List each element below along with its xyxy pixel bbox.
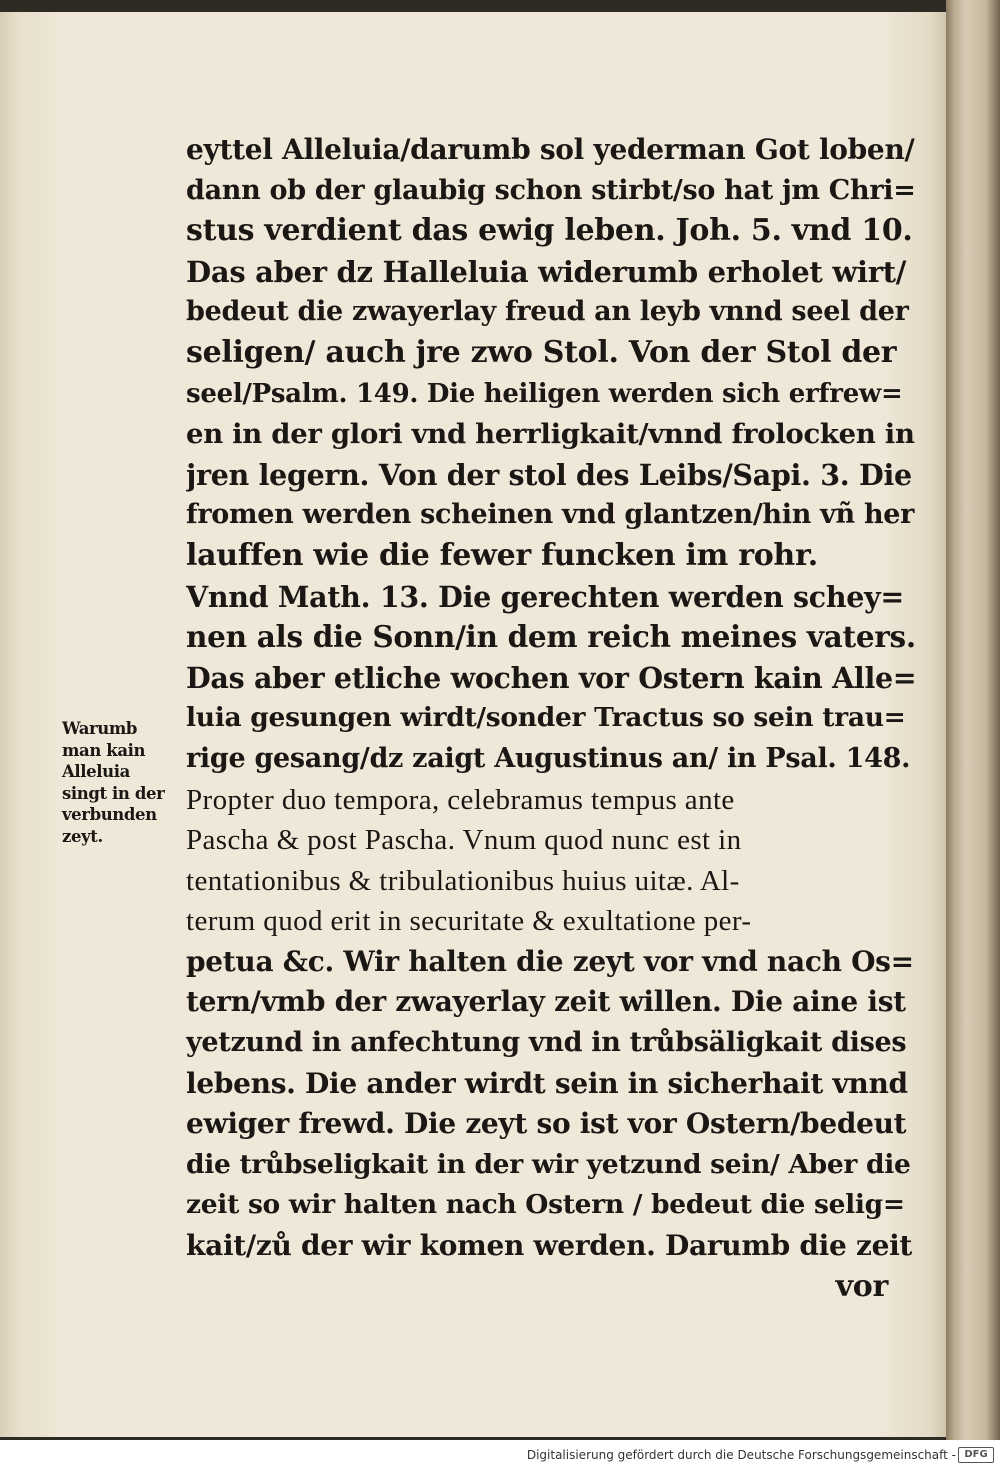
- text-line: stus verdient das ewig leben. Joh. 5. vnd 10.: [186, 213, 913, 249]
- funding-credit: Digitalisierung gefördert durch die Deutsche Forschungsgemeinschaft -: [526, 1448, 956, 1462]
- text-line: Vnnd Math. 13. Die gerechten werden schey=: [186, 579, 904, 614]
- latin-text-line: Propter duo tempora, celebramus tempus ante: [186, 783, 735, 816]
- text-line: kait/zů der wir komen werden. Darumb die zeit: [186, 1229, 913, 1263]
- text-line: rige gesang/dz zaigt Augustinus an/ in Psal. 148.: [186, 742, 911, 774]
- text-line: en in der glori vnd herrligkait/vnnd frolocken in: [186, 418, 915, 451]
- marginal-note-line: man kain: [62, 740, 146, 760]
- text-line: petua &c. Wir halten die zeyt vor vnd nach Os=: [186, 944, 914, 978]
- text-line: zeit so wir halten nach Ostern / bedeut die selig=: [186, 1189, 905, 1221]
- main-text-block: [186, 130, 916, 1307]
- latin-text-line: Pascha & post Pascha. Vnum quod nunc est in: [186, 824, 742, 857]
- text-line: tern/vmb der zwayerlay zeit willen. Die aine ist: [186, 985, 906, 1019]
- text-line: Das aber etliche wochen vor Ostern kain Alle=: [186, 660, 916, 695]
- text-line: bedeut die zwayerlay freud an leyb vnnd seel der: [186, 296, 909, 328]
- marginal-note-line: Alleluia: [62, 762, 130, 781]
- text-line: nen als die Sonn/in dem reich meines vaters.: [186, 619, 916, 655]
- dfg-logo: DFG: [958, 1447, 994, 1463]
- text-line: ewiger frewd. Die zeyt so ist vor Ostern/bedeut: [186, 1107, 907, 1141]
- marginal-note-line: verbunden: [62, 805, 157, 824]
- footer-bar: [0, 1440, 1000, 1468]
- text-line: lebens. Die ander wirdt sein in sicherhait vnnd: [186, 1066, 908, 1100]
- catchword: vor: [835, 1268, 888, 1304]
- text-line: jren legern. Von der stol des Leibs/Sapi. 3. Die: [186, 457, 912, 492]
- text-line: seligen/ auch jre zwo Stol. Von der Stol der: [186, 334, 897, 370]
- text-line: Das aber dz Halleluia widerumb erholet wirt/: [186, 254, 907, 289]
- text-line: lauffen wie die fewer funcken im rohr.: [186, 537, 818, 573]
- text-line: dann ob der glaubig schon stirbt/so hat jm Chri=: [186, 174, 916, 206]
- latin-text-line: tentationibus & tribulationibus huius uitæ. Al-: [186, 864, 740, 897]
- text-line: yetzund in anfechtung vnd in trůbsäligkait dises: [186, 1027, 907, 1059]
- marginal-note-line: zeyt.: [62, 826, 103, 846]
- latin-text-line: terum quod erit in securitate & exultatione per-: [186, 905, 752, 938]
- book-fore-edge: [946, 0, 1000, 1440]
- text-line: luia gesungen wirdt/sonder Tractus so sein trau=: [186, 702, 906, 734]
- marginal-note: [62, 718, 186, 847]
- marginal-note-line: Warumb: [62, 719, 138, 738]
- marginal-note-line: singt in der: [62, 783, 165, 803]
- text-line: die trůbseligkait in der wir yetzund sein/ Aber die: [186, 1148, 911, 1180]
- text-line: fromen werden scheinen vnd glantzen/hin vñ her: [186, 499, 915, 531]
- text-line: eyttel Alleluia/darumb sol yederman Got loben/: [186, 133, 915, 166]
- text-line: seel/Psalm. 149. Die heiligen werden sich erfrew=: [186, 378, 903, 409]
